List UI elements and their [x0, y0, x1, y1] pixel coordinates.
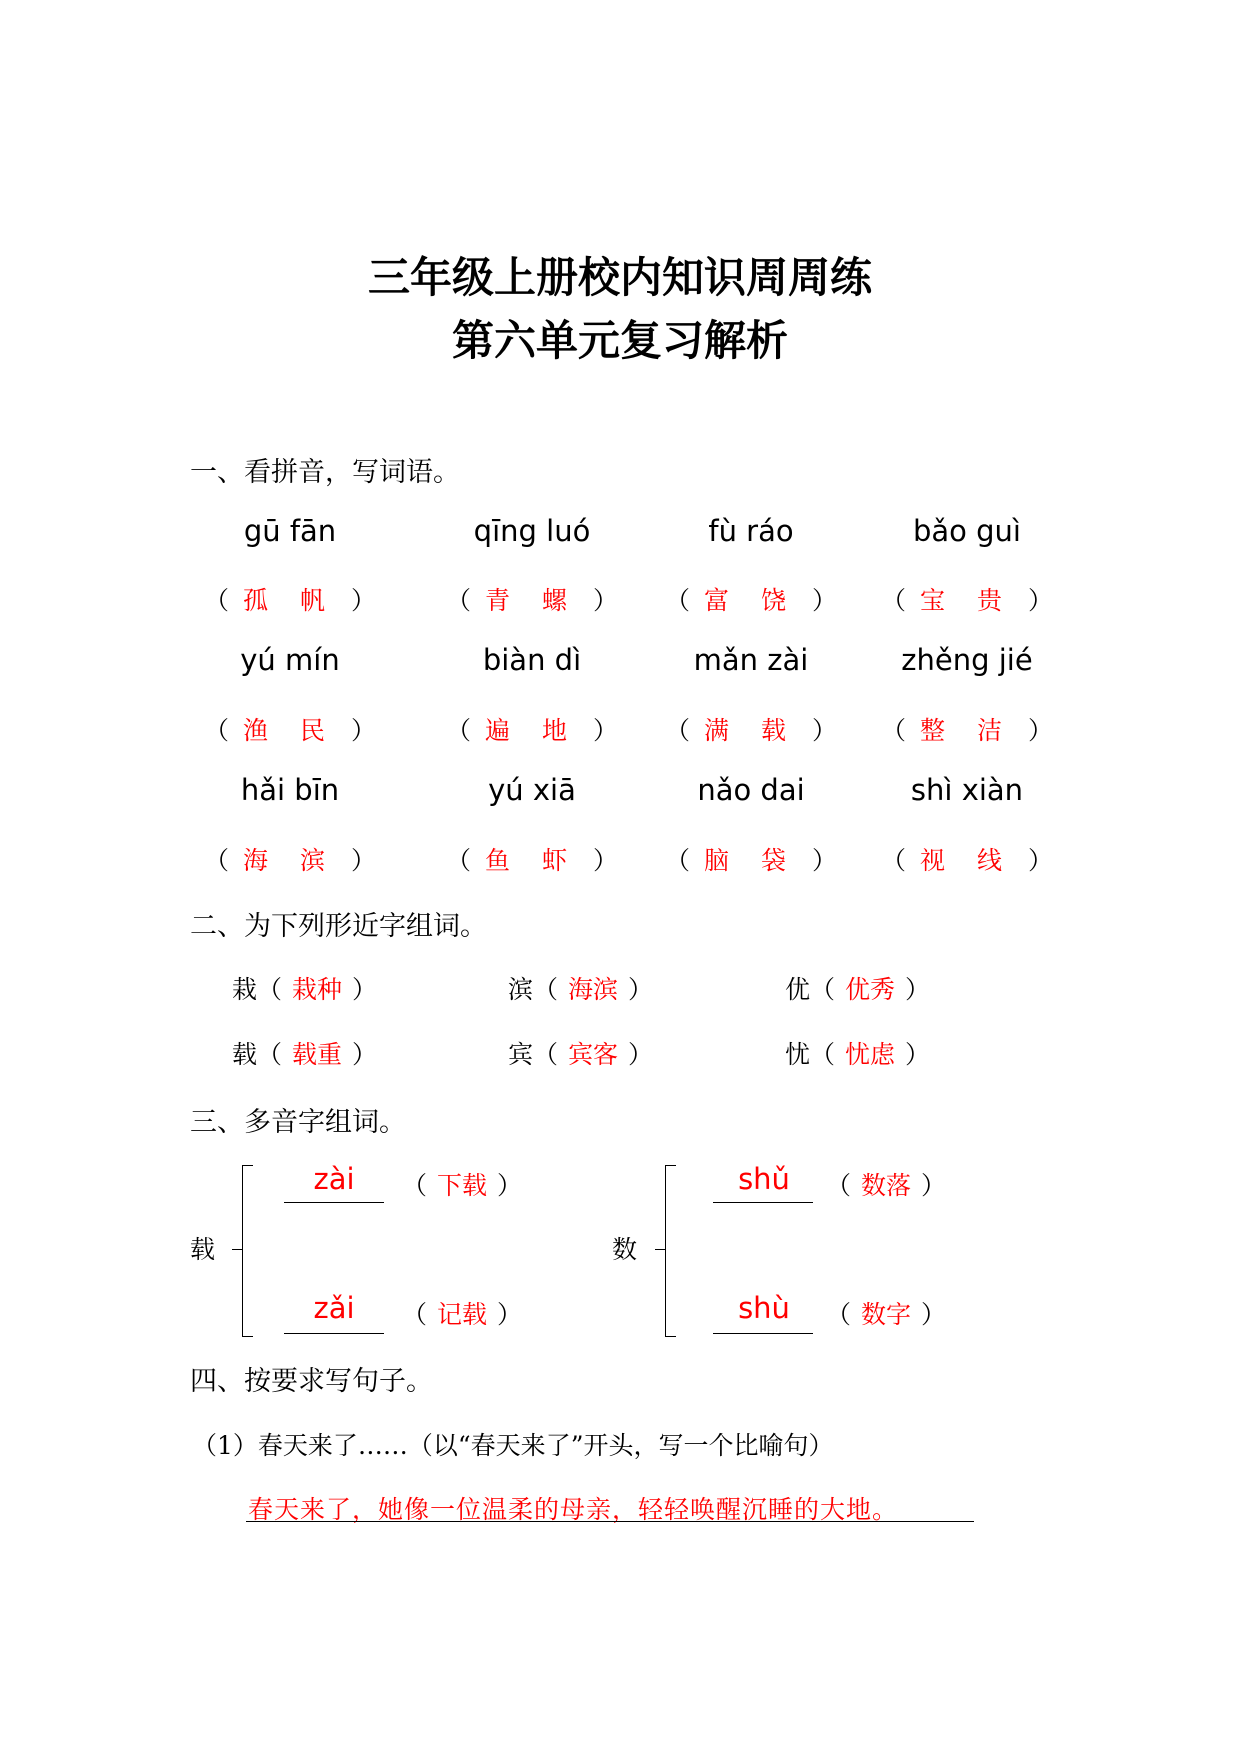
pinyin-prompt: qīng luó [473, 514, 591, 548]
answer-text: 青 螺 [485, 586, 579, 615]
paren-open: （ [881, 586, 907, 615]
pinyin-prompt: zhěng jié [901, 643, 1033, 677]
char: 优 [785, 975, 811, 1004]
paren-close: ） [1027, 716, 1053, 745]
answer-slot [446, 581, 618, 617]
brace-tick [655, 1249, 665, 1250]
answer-slot [204, 711, 376, 747]
paren-open: （ [257, 975, 283, 1004]
answer-text: 海 滨 [243, 846, 337, 875]
pinyin-prompt: bǎo guì [913, 514, 1021, 548]
paren-close: ） [1027, 846, 1053, 875]
answer-text: 渔 民 [243, 716, 337, 745]
answer-text: 孤 帆 [243, 586, 337, 615]
brace [665, 1165, 676, 1337]
paren-close: ） [497, 1171, 523, 1200]
paren-close: ） [628, 975, 654, 1004]
section3-heading: 三、多音字组词。 [190, 1107, 406, 1138]
page-title: 三年级上册校内知识周周练 [367, 253, 872, 302]
paren-close: ） [921, 1171, 947, 1200]
paren-close: ） [921, 1300, 947, 1329]
pinyin-underline [713, 1202, 813, 1203]
char: 栽 [232, 975, 258, 1004]
sentence-question: （1）春天来了……（以“春天来了”开头，写一个比喻句） [192, 1431, 834, 1460]
similar-char-item [508, 970, 653, 1006]
page-subtitle: 第六单元复习解析 [451, 316, 788, 365]
answer-slot [881, 711, 1053, 747]
polyphone-char: 载 [190, 1235, 216, 1264]
paren-open: （ [446, 716, 472, 745]
paren-open: （ [446, 586, 472, 615]
char: 忧 [785, 1040, 811, 1069]
paren-close: ） [592, 716, 618, 745]
paren-open: （ [446, 846, 472, 875]
pinyin-answer: shǔ [738, 1162, 790, 1196]
brace-tick [232, 1249, 242, 1250]
answer-text: 满 载 [704, 716, 798, 745]
paren-open: （ [402, 1300, 428, 1329]
pinyin-prompt: biàn dì [482, 643, 582, 677]
char: 宾 [508, 1040, 534, 1069]
paren-open: （ [533, 1040, 559, 1069]
char: 滨 [508, 975, 534, 1004]
answer-slot [446, 841, 618, 877]
paren-open: （ [810, 1040, 836, 1069]
word-slot [402, 1295, 522, 1331]
paren-close: ） [811, 716, 837, 745]
word-slot [826, 1166, 946, 1202]
paren-open: （ [204, 716, 230, 745]
answer-text: 记载 [437, 1300, 488, 1329]
answer-slot [665, 581, 837, 617]
word-slot [826, 1295, 946, 1331]
answer-text: 宝 贵 [920, 586, 1014, 615]
paren-close: ） [352, 975, 378, 1004]
paren-close: ） [350, 846, 376, 875]
answer-slot [881, 841, 1053, 877]
section1-heading: 一、看拼音，写词语。 [190, 457, 460, 488]
paren-open: （ [665, 846, 691, 875]
answer-slot [881, 581, 1053, 617]
section4-heading: 四、按要求写句子。 [190, 1366, 433, 1397]
paren-close: ） [592, 846, 618, 875]
answer-text: 鱼 虾 [485, 846, 579, 875]
pinyin-prompt: mǎn zài [693, 643, 809, 677]
pinyin-prompt: fù ráo [708, 514, 794, 548]
pinyin-underline [284, 1202, 384, 1203]
word-slot [402, 1166, 522, 1202]
paren-open: （ [533, 975, 559, 1004]
answer-slot [204, 841, 376, 877]
answer-text: 栽种 [292, 975, 343, 1004]
answer-slot [204, 581, 376, 617]
answer-slot [665, 711, 837, 747]
paren-close: ） [905, 975, 931, 1004]
answer-text: 载重 [292, 1040, 343, 1069]
pinyin-answer: zǎi [313, 1291, 355, 1325]
paren-close: ） [628, 1040, 654, 1069]
paren-open: （ [402, 1171, 428, 1200]
paren-open: （ [665, 586, 691, 615]
answer-text: 富 饶 [704, 586, 798, 615]
answer-text: 整 洁 [920, 716, 1014, 745]
sentence-answer: 春天来了，她像一位温柔的母亲，轻轻唤醒沉睡的大地。 [248, 1495, 899, 1524]
paren-close: ） [811, 846, 837, 875]
pinyin-prompt: yú xiā [488, 773, 576, 807]
paren-close: ） [352, 1040, 378, 1069]
pinyin-prompt: shì xiàn [910, 773, 1024, 807]
paren-open: （ [881, 716, 907, 745]
answer-text: 脑 袋 [704, 846, 798, 875]
pinyin-underline [713, 1333, 813, 1334]
pinyin-answer: zài [313, 1162, 355, 1196]
char: 载 [232, 1040, 258, 1069]
paren-open: （ [204, 586, 230, 615]
paren-open: （ [257, 1040, 283, 1069]
polyphone-char: 数 [612, 1235, 638, 1264]
pinyin-underline [284, 1333, 384, 1334]
similar-char-item [232, 1035, 377, 1071]
paren-open: （ [204, 846, 230, 875]
similar-char-item [785, 1035, 930, 1071]
paren-close: ） [905, 1040, 931, 1069]
answer-text: 数字 [861, 1300, 912, 1329]
paren-open: （ [826, 1171, 852, 1200]
similar-char-item [232, 970, 377, 1006]
answer-text: 海滨 [568, 975, 619, 1004]
paren-open: （ [826, 1300, 852, 1329]
answer-slot [665, 841, 837, 877]
answer-text: 视 线 [920, 846, 1014, 875]
answer-slot [446, 711, 618, 747]
brace [242, 1165, 253, 1337]
answer-text: 宾客 [568, 1040, 619, 1069]
pinyin-prompt: gū fān [243, 514, 337, 548]
answer-text: 下载 [437, 1171, 488, 1200]
paren-close: ） [1027, 586, 1053, 615]
paren-close: ） [811, 586, 837, 615]
pinyin-answer: shù [738, 1291, 790, 1325]
answer-underline [246, 1521, 974, 1522]
paren-close: ） [497, 1300, 523, 1329]
section2-heading: 二、为下列形近字组词。 [190, 911, 487, 942]
answer-text: 优秀 [845, 975, 896, 1004]
paren-open: （ [665, 716, 691, 745]
paren-close: ） [350, 716, 376, 745]
pinyin-prompt: nǎo dai [697, 773, 805, 807]
pinyin-prompt: hǎi bīn [240, 773, 340, 807]
paren-open: （ [810, 975, 836, 1004]
answer-text: 遍 地 [485, 716, 579, 745]
paren-close: ） [350, 586, 376, 615]
paren-close: ） [592, 586, 618, 615]
answer-text: 数落 [861, 1171, 912, 1200]
answer-text: 忧虑 [845, 1040, 896, 1069]
paren-open: （ [881, 846, 907, 875]
pinyin-prompt: yú mín [240, 643, 340, 677]
similar-char-item [508, 1035, 653, 1071]
similar-char-item [785, 970, 930, 1006]
